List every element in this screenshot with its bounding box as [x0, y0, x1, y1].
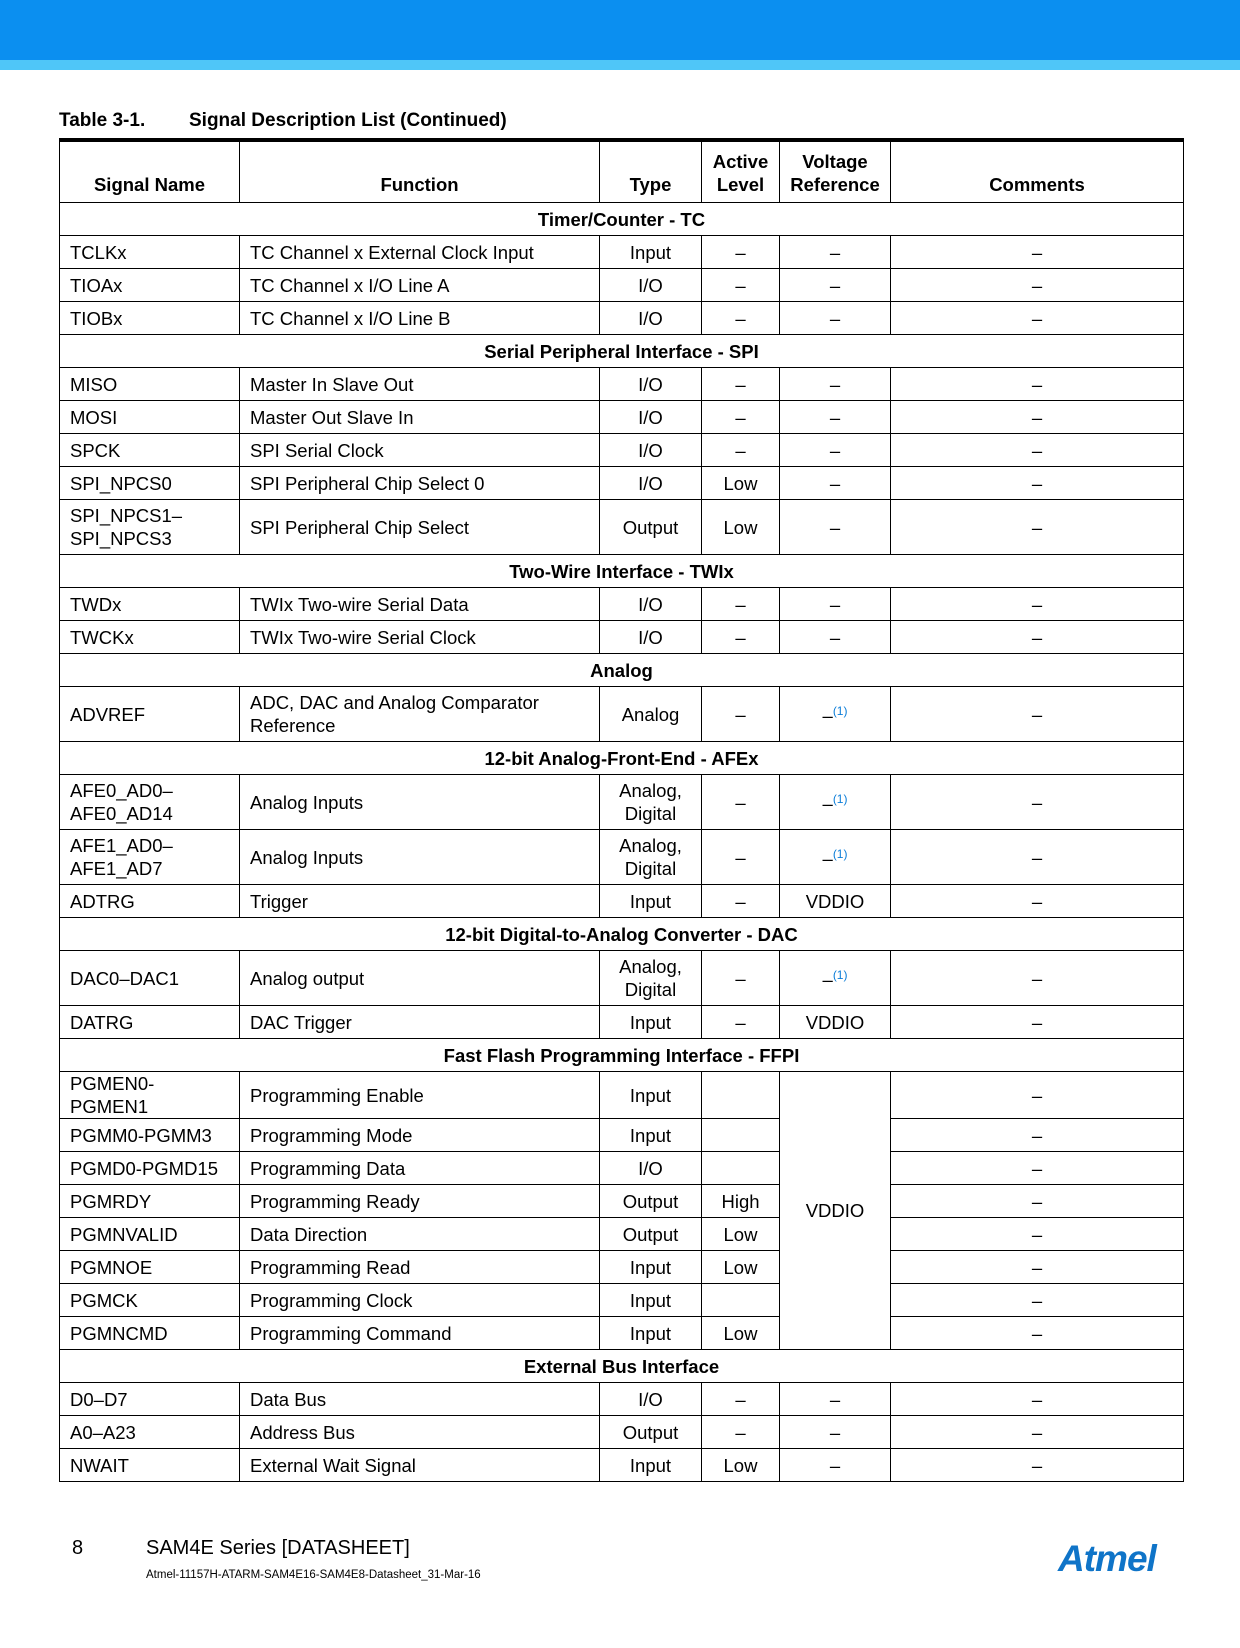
- cell-voltage-reference: –$^{(1)}$: [780, 775, 891, 830]
- table-row: [60, 588, 1184, 621]
- cell-function: Address Bus: [240, 1416, 600, 1449]
- cell-type: I/O: [600, 588, 702, 621]
- cell-voltage-reference: –: [780, 401, 891, 434]
- section-row: [60, 203, 1184, 236]
- cell-type: Output: [600, 1185, 702, 1218]
- cell-voltage-reference: VDDIO: [780, 1006, 891, 1039]
- cell-voltage-reference: –: [780, 302, 891, 335]
- cell-active-level: –: [702, 368, 780, 401]
- cell-comments: –: [891, 1072, 1184, 1119]
- cell-type: Input: [600, 236, 702, 269]
- cell-comments: –: [891, 368, 1184, 401]
- cell-active-level: –: [702, 775, 780, 830]
- cell-signal-name: PGMNOE: [60, 1251, 240, 1284]
- cell-function: TC Channel x I/O Line B: [240, 302, 600, 335]
- cell-comments: –: [891, 1251, 1184, 1284]
- table-row: [60, 1284, 1184, 1317]
- cell-type: Input: [600, 1284, 702, 1317]
- header-band: [0, 0, 1240, 60]
- cell-comments: –: [891, 885, 1184, 918]
- cell-active-level: –: [702, 1006, 780, 1039]
- section-title: Fast Flash Programming Interface - FFPI: [60, 1039, 1184, 1072]
- cell-active-level: –: [702, 588, 780, 621]
- cell-active-level: Low: [702, 500, 780, 555]
- table-row: [60, 1152, 1184, 1185]
- section-title: Timer/Counter - TC: [60, 203, 1184, 236]
- footnote-marker[interactable]: (1): [832, 792, 848, 807]
- cell-comments: –: [891, 687, 1184, 742]
- section-row: [60, 1350, 1184, 1383]
- cell-function: Master Out Slave In: [240, 401, 600, 434]
- cell-comments: –: [891, 1152, 1184, 1185]
- cell-active-level: –: [702, 830, 780, 885]
- page-number: 8: [72, 1537, 84, 1559]
- signal-table: [59, 138, 1184, 1482]
- cell-voltage-reference: –: [780, 588, 891, 621]
- table-row: [60, 830, 1184, 885]
- cell-comments: –: [891, 1006, 1184, 1039]
- cell-active-level: Low: [702, 1251, 780, 1284]
- cell-comments: –: [891, 775, 1184, 830]
- cell-function: Programming Ready: [240, 1185, 600, 1218]
- cell-comments: –: [891, 951, 1184, 1006]
- cell-signal-name: ADTRG: [60, 885, 240, 918]
- cell-function: Data Bus: [240, 1383, 600, 1416]
- cell-signal-name: A0–A23: [60, 1416, 240, 1449]
- cell-type: Input: [600, 1119, 702, 1152]
- table-row: [60, 500, 1184, 555]
- table-row: [60, 1449, 1184, 1482]
- cell-function: SPI Serial Clock: [240, 434, 600, 467]
- cell-voltage-reference: –: [780, 1383, 891, 1416]
- cell-voltage-reference: –: [780, 467, 891, 500]
- cell-voltage-reference: –: [780, 434, 891, 467]
- cell-function: TC Channel x External Clock Input: [240, 236, 600, 269]
- cell-comments: –: [891, 1185, 1184, 1218]
- table-row: [60, 467, 1184, 500]
- cell-signal-name: PGMRDY: [60, 1185, 240, 1218]
- cell-signal-name: TIOBx: [60, 302, 240, 335]
- table-row: [60, 1119, 1184, 1152]
- cell-signal-name: NWAIT: [60, 1449, 240, 1482]
- cell-active-level: [702, 1152, 780, 1185]
- cell-function: TC Channel x I/O Line A: [240, 269, 600, 302]
- cell-signal-name: PGMD0-PGMD15: [60, 1152, 240, 1185]
- cell-comments: –: [891, 269, 1184, 302]
- table-row: [60, 1072, 1184, 1119]
- cell-active-level: Low: [702, 1218, 780, 1251]
- cell-voltage-reference: –$^{(1)}$: [780, 830, 891, 885]
- table-row: [60, 687, 1184, 742]
- cell-voltage-reference: VDDIO: [780, 1072, 891, 1350]
- section-title: Two-Wire Interface - TWIx: [60, 555, 1184, 588]
- cell-comments: –: [891, 1218, 1184, 1251]
- table-number: Table 3-1.: [59, 110, 146, 131]
- cell-function: External Wait Signal: [240, 1449, 600, 1482]
- cell-active-level: –: [702, 434, 780, 467]
- cell-comments: –: [891, 467, 1184, 500]
- cell-type: Input: [600, 1317, 702, 1350]
- cell-comments: –: [891, 830, 1184, 885]
- table-row: [60, 1006, 1184, 1039]
- cell-type: Output: [600, 1416, 702, 1449]
- header-type: Type: [600, 140, 702, 203]
- cell-active-level: –: [702, 1383, 780, 1416]
- cell-signal-name: MISO: [60, 368, 240, 401]
- table-row: [60, 1416, 1184, 1449]
- table-row: [60, 269, 1184, 302]
- section-title: Analog: [60, 654, 1184, 687]
- atmel-logo: Atmel: [1058, 1538, 1156, 1579]
- cell-active-level: Low: [702, 1449, 780, 1482]
- cell-signal-name: TWDx: [60, 588, 240, 621]
- cell-function: TWIx Two-wire Serial Data: [240, 588, 600, 621]
- cell-active-level: –: [702, 401, 780, 434]
- cell-active-level: –: [702, 951, 780, 1006]
- document-id: Atmel-11157H-ATARM-SAM4E16-SAM4E8-Datasheet_31-Mar-16: [146, 1569, 481, 1581]
- table-row: [60, 1317, 1184, 1350]
- table-caption: [59, 110, 507, 132]
- cell-active-level: Low: [702, 1317, 780, 1350]
- cell-comments: –: [891, 500, 1184, 555]
- cell-signal-name: SPI_NPCS0: [60, 467, 240, 500]
- cell-function: Analog output: [240, 951, 600, 1006]
- cell-active-level: –: [702, 1416, 780, 1449]
- cell-type: I/O: [600, 368, 702, 401]
- table-row: [60, 434, 1184, 467]
- cell-comments: –: [891, 1383, 1184, 1416]
- cell-type: Input: [600, 1251, 702, 1284]
- cell-signal-name: TCLKx: [60, 236, 240, 269]
- cell-signal-name: SPCK: [60, 434, 240, 467]
- cell-active-level: [702, 1284, 780, 1317]
- table-row: [60, 1185, 1184, 1218]
- cell-signal-name: PGMM0-PGMM3: [60, 1119, 240, 1152]
- section-row: [60, 1039, 1184, 1072]
- cell-signal-name: PGMNCMD: [60, 1317, 240, 1350]
- cell-active-level: –: [702, 236, 780, 269]
- table-row: [60, 775, 1184, 830]
- cell-comments: –: [891, 588, 1184, 621]
- cell-voltage-reference: –$^{(1)}$: [780, 951, 891, 1006]
- cell-type: Analog: [600, 687, 702, 742]
- table-row: [60, 302, 1184, 335]
- cell-type: Analog, Digital: [600, 775, 702, 830]
- cell-active-level: [702, 1072, 780, 1119]
- cell-voltage-reference: –: [780, 236, 891, 269]
- cell-active-level: Low: [702, 467, 780, 500]
- footnote-marker[interactable]: (1): [832, 968, 848, 983]
- cell-signal-name: TWCKx: [60, 621, 240, 654]
- header-voltage-reference: Voltage Reference: [780, 140, 891, 203]
- table-row: [60, 1251, 1184, 1284]
- cell-type: Output: [600, 1218, 702, 1251]
- cell-signal-name: PGMEN0-PGMEN1: [60, 1072, 240, 1119]
- cell-voltage-reference: VDDIO: [780, 885, 891, 918]
- cell-function: Programming Data: [240, 1152, 600, 1185]
- cell-type: I/O: [600, 401, 702, 434]
- section-row: [60, 555, 1184, 588]
- table-row: [60, 621, 1184, 654]
- cell-function: ADC, DAC and Analog Comparator Reference: [240, 687, 600, 742]
- cell-type: I/O: [600, 467, 702, 500]
- cell-comments: –: [891, 1317, 1184, 1350]
- cell-active-level: –: [702, 687, 780, 742]
- section-title: 12-bit Digital-to-Analog Converter - DAC: [60, 918, 1184, 951]
- cell-signal-name: SPI_NPCS1– SPI_NPCS3: [60, 500, 240, 555]
- cell-type: I/O: [600, 302, 702, 335]
- cell-function: Programming Mode: [240, 1119, 600, 1152]
- table-row: [60, 885, 1184, 918]
- table-title: Signal Description List (Continued): [189, 110, 507, 131]
- cell-voltage-reference: –: [780, 1416, 891, 1449]
- cell-signal-name: AFE0_AD0– AFE0_AD14: [60, 775, 240, 830]
- section-row: [60, 918, 1184, 951]
- table-row: [60, 368, 1184, 401]
- cell-comments: –: [891, 1284, 1184, 1317]
- cell-voltage-reference: –$^{(1)}$: [780, 687, 891, 742]
- section-title: Serial Peripheral Interface - SPI: [60, 335, 1184, 368]
- cell-type: I/O: [600, 621, 702, 654]
- cell-function: Data Direction: [240, 1218, 600, 1251]
- cell-function: Programming Command: [240, 1317, 600, 1350]
- section-row: [60, 654, 1184, 687]
- footnote-marker[interactable]: (1): [832, 847, 848, 862]
- header-active-level: Active Level: [702, 140, 780, 203]
- cell-signal-name: DAC0–DAC1: [60, 951, 240, 1006]
- table-row: [60, 236, 1184, 269]
- document-series-title: SAM4E Series [DATASHEET]: [146, 1537, 410, 1559]
- cell-type: I/O: [600, 1152, 702, 1185]
- cell-voltage-reference: –: [780, 500, 891, 555]
- cell-signal-name: MOSI: [60, 401, 240, 434]
- cell-voltage-reference: –: [780, 269, 891, 302]
- cell-type: Analog, Digital: [600, 951, 702, 1006]
- cell-function: SPI Peripheral Chip Select 0: [240, 467, 600, 500]
- cell-function: Master In Slave Out: [240, 368, 600, 401]
- cell-function: DAC Trigger: [240, 1006, 600, 1039]
- cell-signal-name: AFE1_AD0– AFE1_AD7: [60, 830, 240, 885]
- table-header-row: [60, 140, 1184, 203]
- cell-signal-name: DATRG: [60, 1006, 240, 1039]
- cell-type: Input: [600, 1449, 702, 1482]
- cell-voltage-reference: –: [780, 621, 891, 654]
- table-row: [60, 401, 1184, 434]
- table-row: [60, 951, 1184, 1006]
- cell-function: Programming Clock: [240, 1284, 600, 1317]
- cell-signal-name: PGMCK: [60, 1284, 240, 1317]
- cell-comments: –: [891, 434, 1184, 467]
- table-row: [60, 1383, 1184, 1416]
- header-signal-name: Signal Name: [60, 140, 240, 203]
- cell-signal-name: D0–D7: [60, 1383, 240, 1416]
- cell-comments: –: [891, 1449, 1184, 1482]
- cell-type: I/O: [600, 269, 702, 302]
- header-band-accent: [0, 60, 1240, 70]
- cell-type: I/O: [600, 1383, 702, 1416]
- cell-active-level: [702, 1119, 780, 1152]
- cell-voltage-reference: –: [780, 1449, 891, 1482]
- cell-active-level: –: [702, 621, 780, 654]
- cell-comments: –: [891, 1416, 1184, 1449]
- section-title: 12-bit Analog-Front-End - AFEx: [60, 742, 1184, 775]
- header-function: Function: [240, 140, 600, 203]
- cell-active-level: –: [702, 269, 780, 302]
- cell-type: Input: [600, 1072, 702, 1119]
- section-title: External Bus Interface: [60, 1350, 1184, 1383]
- cell-type: Output: [600, 500, 702, 555]
- section-row: [60, 742, 1184, 775]
- cell-type: Analog, Digital: [600, 830, 702, 885]
- cell-type: Input: [600, 1006, 702, 1039]
- section-row: [60, 335, 1184, 368]
- cell-signal-name: TIOAx: [60, 269, 240, 302]
- cell-signal-name: PGMNVALID: [60, 1218, 240, 1251]
- cell-function: Programming Read: [240, 1251, 600, 1284]
- table-row: [60, 1218, 1184, 1251]
- cell-comments: –: [891, 1119, 1184, 1152]
- cell-active-level: –: [702, 302, 780, 335]
- cell-function: Analog Inputs: [240, 775, 600, 830]
- footnote-marker[interactable]: (1): [832, 704, 848, 719]
- cell-function: TWIx Two-wire Serial Clock: [240, 621, 600, 654]
- cell-comments: –: [891, 302, 1184, 335]
- cell-function: Programming Enable: [240, 1072, 600, 1119]
- cell-function: Trigger: [240, 885, 600, 918]
- cell-comments: –: [891, 236, 1184, 269]
- cell-active-level: High: [702, 1185, 780, 1218]
- cell-voltage-reference: –: [780, 368, 891, 401]
- cell-signal-name: ADVREF: [60, 687, 240, 742]
- cell-comments: –: [891, 621, 1184, 654]
- cell-function: Analog Inputs: [240, 830, 600, 885]
- cell-type: I/O: [600, 434, 702, 467]
- cell-type: Input: [600, 885, 702, 918]
- cell-comments: –: [891, 401, 1184, 434]
- cell-active-level: –: [702, 885, 780, 918]
- cell-function: SPI Peripheral Chip Select: [240, 500, 600, 555]
- header-comments: Comments: [891, 140, 1184, 203]
